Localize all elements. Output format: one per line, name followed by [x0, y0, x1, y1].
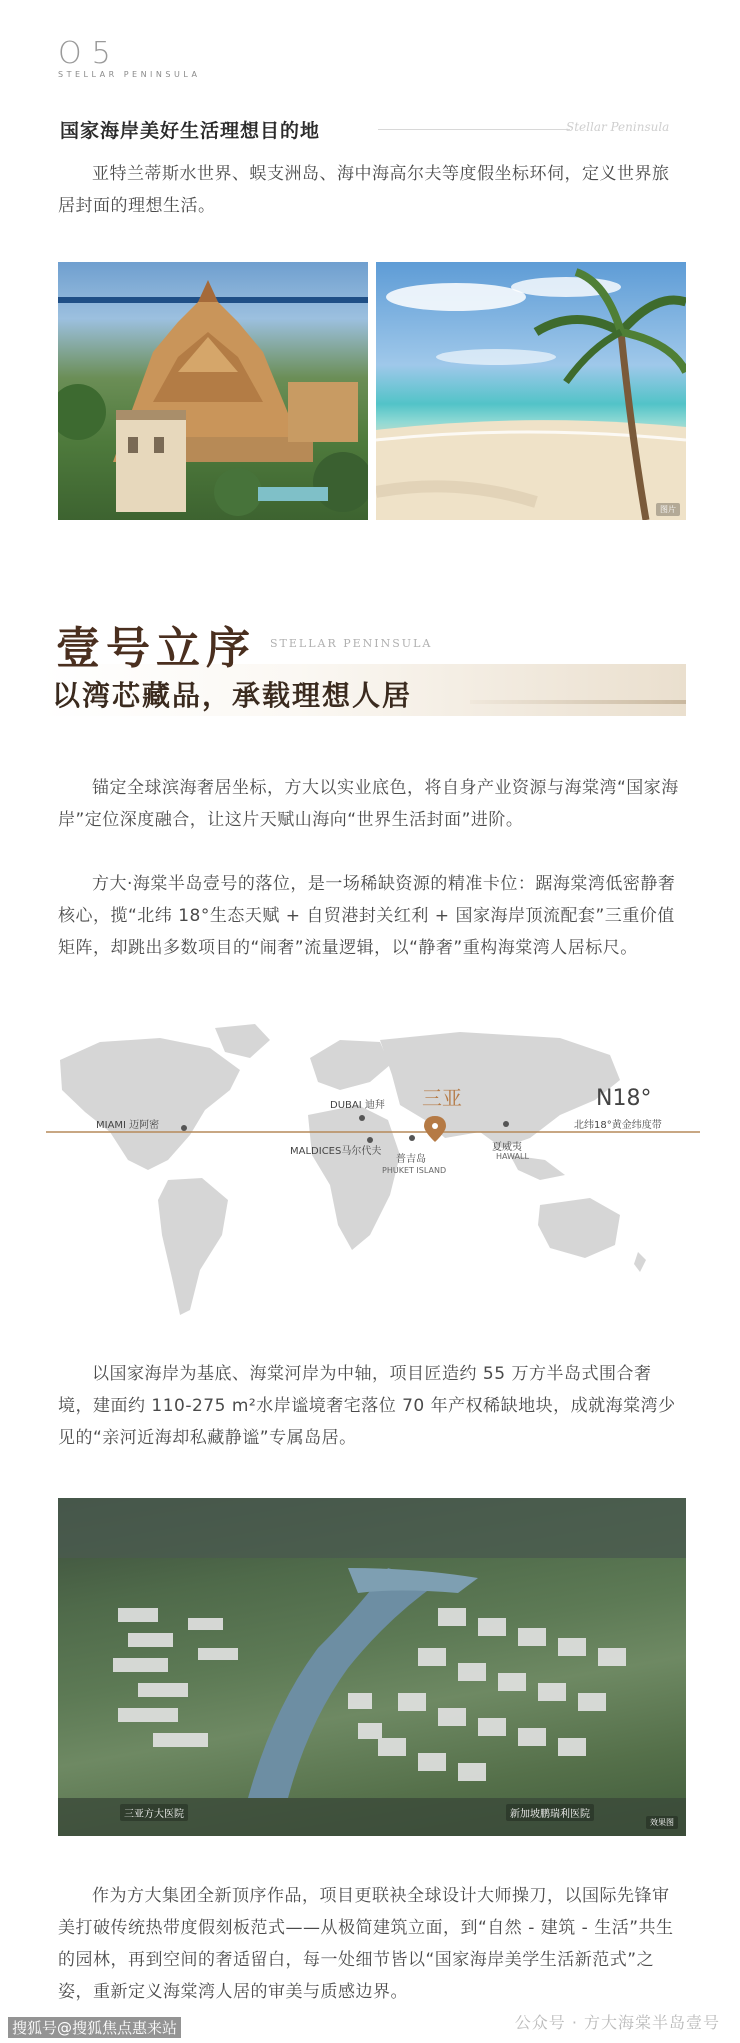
section-subtitle: 以湾芯藏品，承载理想人居: [52, 679, 413, 712]
subtitle-accent-bar: [470, 700, 686, 704]
label-latitude-belt: 北纬18°黄金纬度带: [574, 1120, 662, 1131]
aerial-rendering-photo: [58, 1498, 686, 1836]
world-map-shapes: [40, 1020, 700, 1320]
paragraph-positioning: 锚定全球滨海奢居坐标，方大以实业底色，将自身产业资源与海棠湾“国家海岸”定位深度融合，让这片天赋山海向“世界生活封面”进阶。: [58, 778, 679, 830]
section-title-english: STELLAR PENINSULA: [270, 637, 433, 650]
rendering-caption: 效果图: [646, 1816, 678, 1829]
wechat-account-watermark: 公众号 · 方大海棠半岛壹号: [514, 2013, 720, 2032]
label-dubai: DUBAI 迪拜: [330, 1100, 385, 1111]
intro-paragraph: 亚特兰蒂斯水世界、蜈支洲岛、海中海高尔夫等度假坐标环伺，定义世界旅居封面的理想生活。: [58, 164, 670, 216]
label-n18: N18°: [596, 1086, 652, 1111]
continent-greenland: [215, 1024, 270, 1058]
continent-africa: [308, 1105, 400, 1250]
brand-english: STELLAR PENINSULA: [58, 70, 201, 79]
atlantis-illustration: [58, 262, 368, 520]
continent-north-america: [60, 1038, 240, 1170]
beach-illustration: [376, 262, 686, 520]
label-singapore-hospital: 新加坡鹏瑞利医院: [506, 1804, 594, 1821]
pin-phuket: [409, 1135, 415, 1141]
continent-south-america: [158, 1178, 228, 1315]
pin-dubai: [359, 1115, 365, 1121]
new-zealand: [634, 1252, 646, 1272]
aerial-illustration: [58, 1498, 686, 1836]
paragraph-design: 作为方大集团全新顶序作品，项目更联袂全球设计大师操刀，以国际先锋审美打破传统热带度假刻板范式——从极简建筑立面，到“自然 - 建筑 - 生活”共生的园林，再到空间的奢适留白，每一处细节皆以“国家海岸美学生活新范式”之姿，重新定义海棠湾人居的审美与质感边界。: [58, 1886, 674, 2002]
label-miami: MIAMI 迈阿密: [96, 1120, 160, 1131]
page-heading: 国家海岸美好生活理想目的地: [60, 120, 321, 142]
pin-hawaii: [503, 1121, 509, 1127]
label-maldives: MALDICES马尔代夫: [290, 1146, 382, 1157]
sohu-watermark: 搜狐号@搜狐焦点惠来站: [8, 2017, 181, 2038]
label-phuket: 普吉岛: [396, 1154, 426, 1165]
pin-miami: [181, 1125, 187, 1131]
label-phuket-en: PHUKET ISLAND: [382, 1166, 447, 1175]
continent-europe: [310, 1040, 390, 1090]
tropical-beach-photo: [376, 262, 686, 520]
atlantis-resort-photo: [58, 262, 368, 520]
section-title: 壹号立序: [56, 623, 256, 674]
photo-caption: 图片: [656, 503, 680, 516]
label-hawaii-en: HAWALL: [496, 1152, 529, 1161]
label-hawaii: 夏威夷: [492, 1142, 522, 1153]
world-latitude-map: [40, 1020, 700, 1320]
label-sanya: 三亚: [422, 1086, 462, 1110]
label-sanya-hospital: 三亚方大医院: [120, 1804, 188, 1821]
continent-australia: [538, 1198, 620, 1258]
heading-script-logo: Stellar Peninsula: [566, 120, 670, 134]
paragraph-project: 以国家海岸为基底、海棠河岸为中轴，项目匠造约 55 万方半岛式围合奢境，建面约 110-275 m²水岸谧境奢宅落位 70 年产权稀缺地块，成就海棠湾少见的“亲河近海却私藏静谧”专属岛居。: [58, 1364, 676, 1448]
heading-divider: [378, 129, 570, 130]
section-number: O5: [58, 36, 121, 71]
paragraph-location: 方大·海棠半岛壹号的落位，是一场稀缺资源的精准卡位：踞海棠湾低密静奢核心，揽“北纬 18°生态天赋 + 自贸港封关红利 + 国家海岸顶流配套”三重价值矩阵，却跳出多数项目的“闹奢”流量逻辑，以“静奢”重构海棠湾人居标尺。: [58, 874, 676, 958]
